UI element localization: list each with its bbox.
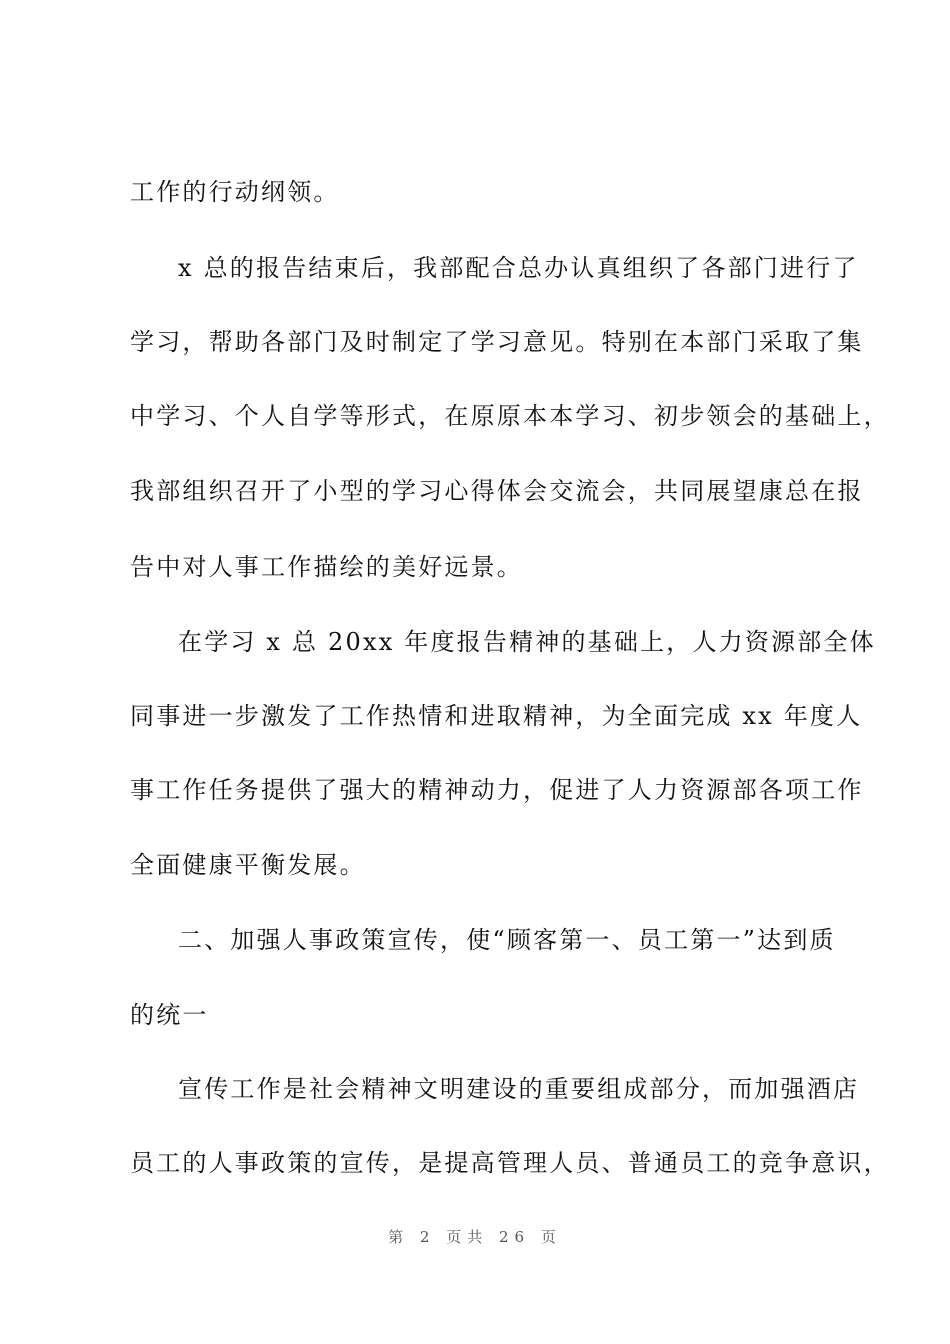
text-line: 事工作任务提供了强大的精神动力，促进了人力资源部各项工作	[130, 776, 864, 804]
text-line: 同事进一步激发了工作热情和进取精神，为全面完成 xx 年度人	[130, 702, 863, 730]
text-line: 二、加强人事政策宣传，使“顾客第一、员工第一”达到质	[178, 926, 836, 954]
text-line: 员工的人事政策的宣传，是提高管理人员、普通员工的竞争意识，	[130, 1149, 890, 1177]
text-line: 在学习 x 总 20xx 年度报告精神的基础上，人力资源部全体	[178, 628, 876, 656]
text-line: 告中对人事工作描绘的美好远景。	[130, 553, 523, 581]
text-line: 的统一	[130, 1001, 209, 1029]
text-line: 学习，帮助各部门及时制定了学习意见。特别在本部门采取了集	[130, 328, 864, 356]
text-line: 我部组织召开了小型的学习心得体会交流会，共同展望康总在报	[130, 477, 864, 505]
text-line: 中学习、个人自学等形式，在原原本本学习、初步领会的基础上，	[130, 402, 890, 430]
page-number-footer: 第 2 页共 26 页	[388, 1228, 562, 1246]
text-line: 全面健康平衡发展。	[130, 851, 366, 879]
text-line: 宣传工作是社会精神文明建设的重要组成部分，而加强酒店	[178, 1075, 860, 1103]
text-line: x 总的报告结束后，我部配合总办认真组织了各部门进行了	[178, 254, 859, 282]
text-line: 工作的行动纲领。	[130, 178, 340, 206]
